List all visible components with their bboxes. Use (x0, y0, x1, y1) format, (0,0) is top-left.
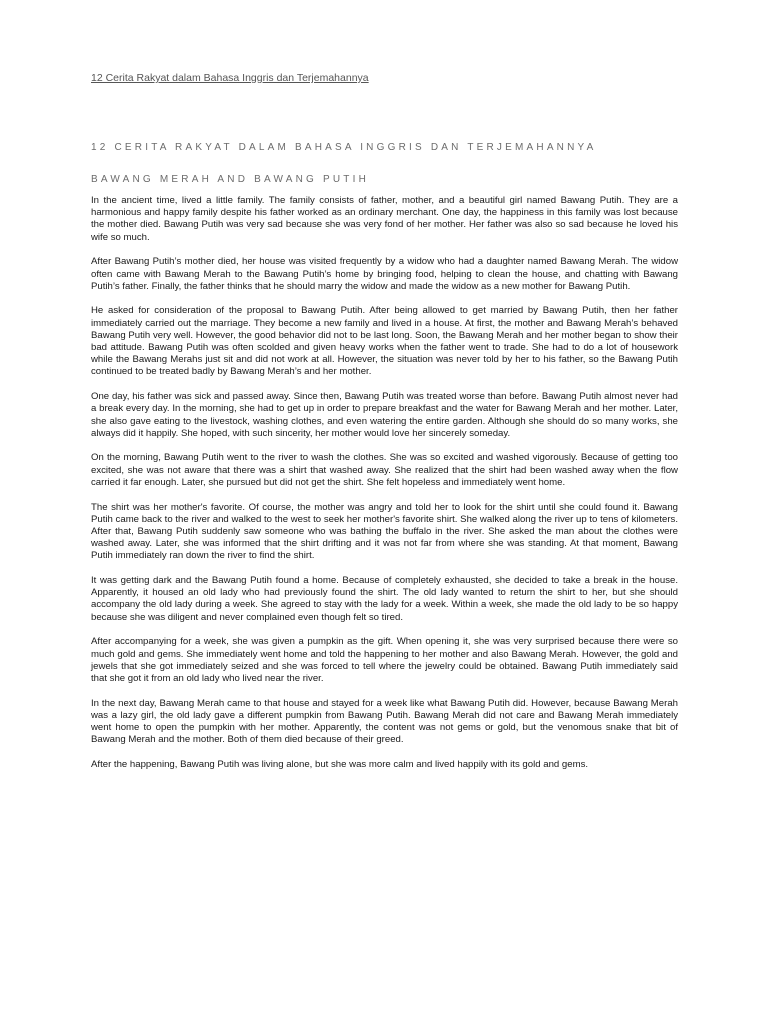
paragraph: He asked for consideration of the proposal to Bawang Putih. After being allowed to get married by Bawang Putih, then her father immediately carried out the marriage. They become a new family and lived in a house. At first, the mother and Bawang Merah’s behaved Bawang Putih very well. However, the good behavior did not to be last long. Soon, the Bawang Merah and her mother began to show their bad attitude. Bawang Putih was often scolded and given heavy works when the father went to trade. She had to do a lot of housework while the Bawang Merahs just sit and did not work at all. However, the situation was never told by her to his father, so the Bawang Putih continued to be treated badly by Bawang Merah’s and her mother. (91, 305, 678, 378)
paragraph: On the morning, Bawang Putih went to the river to wash the clothes. She was so excited and washed vigorously. Because of getting too excited, she was not aware that there was a shirt that washed away. She realized that the shirt had been washed away when the flow carried it far enough. Later, she pursued but did not get the shirt. She felt hopeless and immediately went home. (91, 452, 678, 488)
paragraph: One day, his father was sick and passed away. Since then, Bawang Putih was treated worse than before. Bawang Putih almost never had a break every day. In the morning, she had to get up in order to prepare breakfast and the water for Bawang Merah and her mother. Later, she also gave eating to the livestock, washing clothes, and even watering the entire garden. Although she should do so many works, she always did it happily. She hoped, with such sincerity, her mother would love her sincerely someday. (91, 391, 678, 439)
paragraph: It was getting dark and the Bawang Putih found a home. Because of completely exhausted, she decided to take a break in the house. Apparently, it housed an old lady who had previously found the shirt. The old lady wanted to return the shirt to her, but she should accompany the old lady during a week. She agreed to stay with the lady for a week. Within a week, she made the old lady to be so happy because she was diligent and never complained even though felt so tired. (91, 575, 678, 623)
document-heading: 12 CERITA RAKYAT DALAM BAHASA INGGRIS DAN TERJEMAHANNYA (91, 142, 597, 153)
paragraph: The shirt was her mother's favorite. Of course, the mother was angry and told her to look for the shirt until she could found it. Bawang Putih came back to the river and walked to the west to seek her mother's favorite shirt. She walked along the river up to tens of kilometers. After that, Bawang Putih suddenly saw someone who was bathing the buffalo in the river. She asked the man about the clothes were washed away. Later, she was informed that the shirt drifting and it was not far from where she was standing. At that moment, Bawang Putih immediately ran down the river to find the shirt. (91, 501, 678, 562)
paragraph: After accompanying for a week, she was given a pumpkin as the gift. When opening it, she was very surprised because there were so much gold and gems. She immediately went home and told the happening to her mother and also Bawang Merah. However, the gold and jewels that she got immediately seized and she was forced to tell where the jewelry could be obtained. Bawang Putih immediately said that she got it from an old lady who lived near the river. (91, 636, 678, 684)
document-title-link[interactable]: 12 Cerita Rakyat dalam Bahasa Inggris dan Terjemahannya (91, 72, 369, 84)
paragraph: After the happening, Bawang Putih was living alone, but she was more calm and lived happily with its gold and gems. (91, 759, 589, 771)
paragraph: After Bawang Putih’s mother died, her house was visited frequently by a widow who had a daughter named Bawang Merah. The widow often came with Bawang Merah to the Bawang Putih’s home by bringing food, helping to clean the house, and chatting with Bawang Putih’s father. Finally, the father thinks that he should marry the widow and made the widow as a new mother for Bawang Putih. (91, 256, 678, 292)
paragraph: In the ancient time, lived a little family. The family consists of father, mother, and a beautiful girl named Bawang Putih. They are a harmonious and happy family despite his father worked as an ordinary merchant. One day, the happiness in this family was lost because the mother died. Bawang Putih was very sad because she was very fond of her mother. Her father was also so sad because he loved his wife so much. (91, 195, 678, 243)
section-heading: BAWANG MERAH AND BAWANG PUTIH (91, 174, 370, 185)
story-body (91, 195, 678, 784)
paragraph: In the next day, Bawang Merah came to that house and stayed for a week like what Bawang Putih did. However, because Bawang Merah was a lazy girl, the old lady gave a different pumpkin from Bawang Putih. Bawang Merah did not care and Bawang Merah immediately went home to open the pumpkin with her mother. Apparently, the content was not gems or gold, but the venomous snake that bit of Bawang Merah and the mother. Both of them died because of their greed. (91, 697, 678, 746)
